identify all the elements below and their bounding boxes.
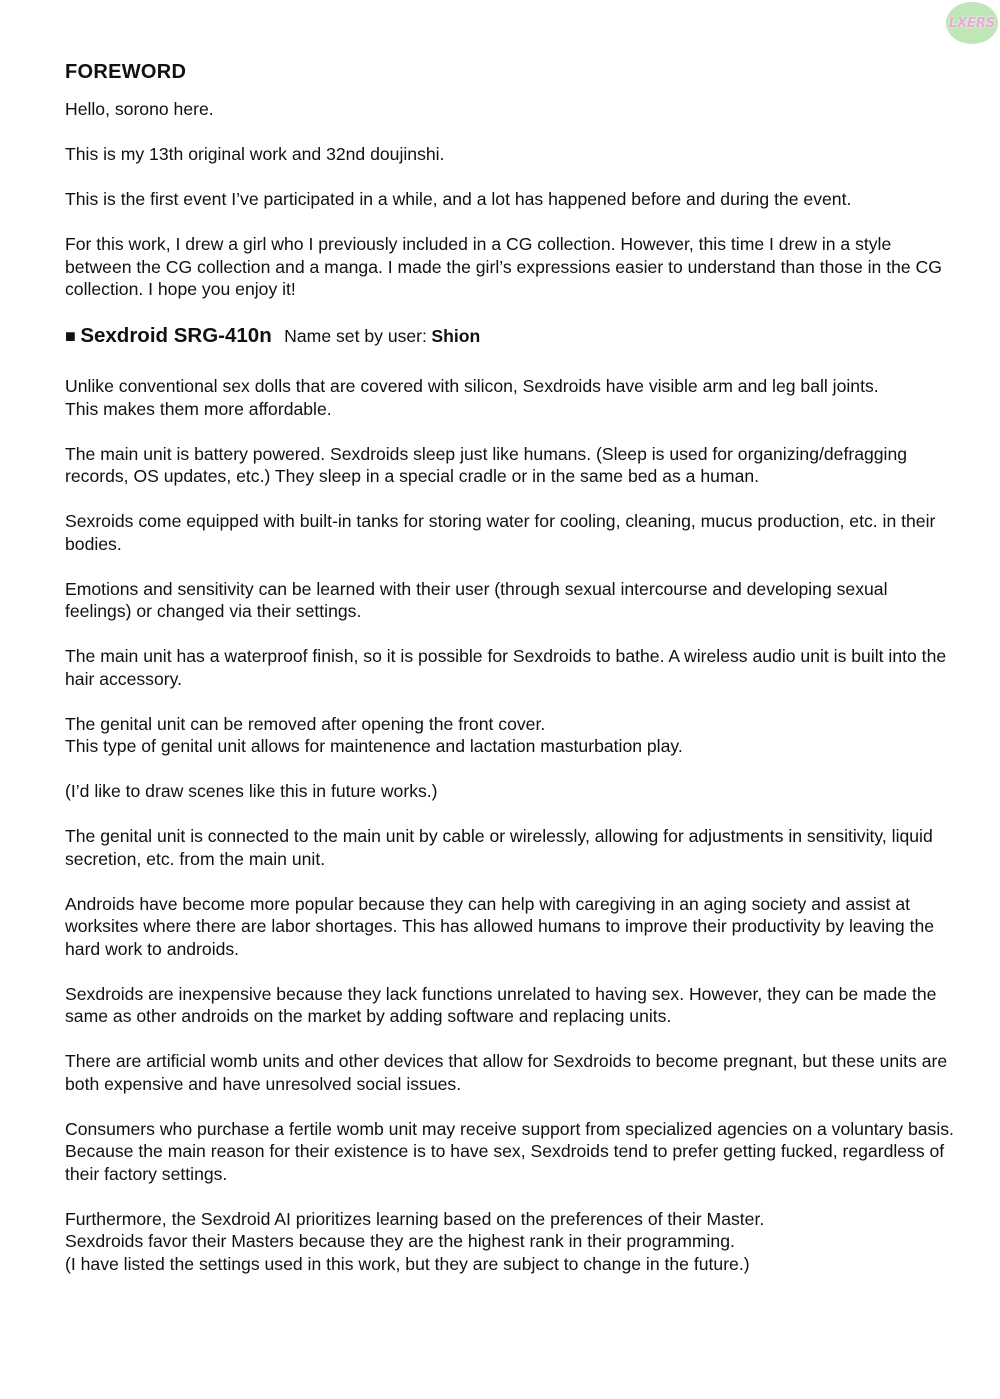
foreword-paragraph: For this work, I drew a girl who I previously included in a CG collection. However, this time I drew in a style between the CG collection and a manga. I made the girl’s expressions easier to understand than those in the CG collection. I hope you enjoy it! [65, 234, 942, 299]
name-label: Name set by user: [284, 326, 427, 346]
body-paragraph: Consumers who purchase a fertile womb unit may receive support from specialized agencies on a voluntary basis. Because the main reason for their existence is to have sex, Sexdroids tend to prefer getting fucked, regardless of their factory settings. [65, 1118, 954, 1184]
body-paragraph: The main unit is battery powered. Sexdroids sleep just like humans. (Sleep is used for organizing/defragging records, OS updates, etc.) They sleep in a special cradle or in the same bed as a human. [65, 443, 908, 486]
watermark-logo: LXERS [946, 2, 998, 44]
user-name: Shion [431, 326, 481, 346]
section-heading [65, 323, 955, 351]
square-bullet-icon: ■ [65, 326, 76, 346]
page-title: FOREWORD [65, 61, 187, 83]
document-page [65, 59, 955, 1298]
section-title: Sexdroid SRG-410n [80, 324, 272, 347]
body-paragraph: The genital unit is connected to the main unit by cable or wirelessly, allowing for adjustments in sensitivity, liquid secretion, etc. from the main unit. [65, 826, 933, 869]
body-paragraph: The genital unit can be removed after opening the front cover. This type of genital unit allows for maintenence and lactation masturbation play. [65, 713, 683, 756]
body-paragraph: Emotions and sensitivity can be learned with their user (through sexual intercourse and developing sexual feelings) or changed via their settings. [65, 578, 888, 621]
foreword-paragraph: This is my 13th original work and 32nd doujinshi. [65, 144, 445, 164]
body-paragraph: Androids have become more popular because they can help with caregiving in an aging society and assist at worksites where there are labor shortages. This has allowed humans to improve their productivity by leaving the hard work to androids. [65, 893, 935, 959]
section-body [65, 375, 955, 1275]
body-paragraph: There are artificial womb units and other devices that allow for Sexdroids to become pregnant, but these units are both expensive and have unresolved social issues. [65, 1051, 948, 1094]
foreword-paragraph: Hello, sorono here. [65, 99, 214, 119]
foreword-body [65, 98, 955, 301]
body-paragraph: (I’d like to draw scenes like this in future works.) [65, 781, 438, 801]
body-paragraph: Sexdroids are inexpensive because they lack functions unrelated to having sex. However, they can be made the same as other androids on the market by adding software and replacing units. [65, 983, 937, 1026]
body-paragraph: Unlike conventional sex dolls that are covered with silicon, Sexdroids have visible arm and leg ball joints. This makes them more affordable. [65, 376, 879, 419]
body-paragraph: Furthermore, the Sexdroid AI prioritizes learning based on the preferences of their Master. Sexdroids favor their Masters because they are the highest rank in their programming. (I have listed the settings used in this work, but they are subject to change in the future.) [65, 1208, 765, 1274]
foreword-paragraph: This is the first event I’ve participated in a while, and a lot has happened before and during the event. [65, 189, 852, 209]
body-paragraph: The main unit has a waterproof finish, so it is possible for Sexdroids to bathe. A wireless audio unit is built into the hair accessory. [65, 646, 947, 689]
body-paragraph: Sexroids come equipped with built-in tanks for storing water for cooling, cleaning, mucus production, etc. in their bodies. [65, 511, 936, 554]
